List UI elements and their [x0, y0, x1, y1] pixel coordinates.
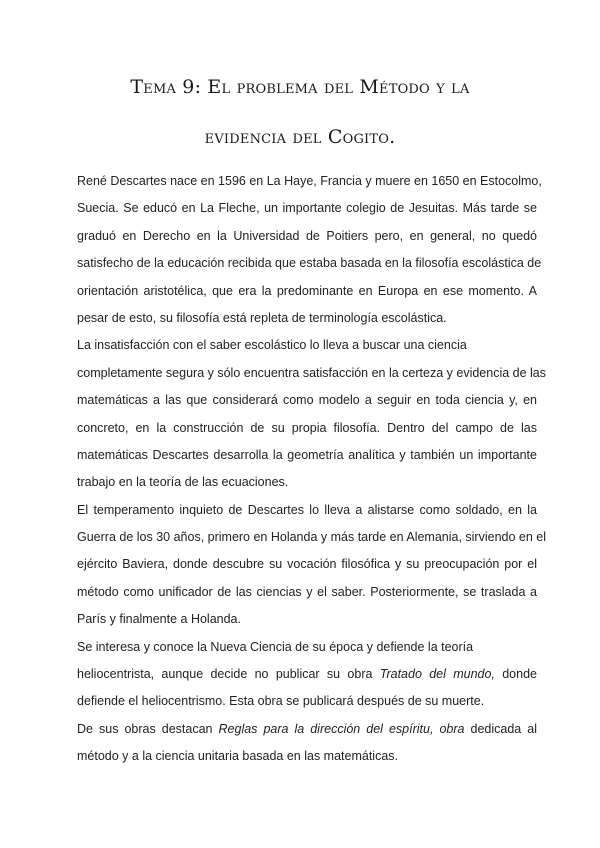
text-line: graduó en Derecho en la Universidad de Poitiers pero, en general, no quedó: [77, 228, 537, 243]
text-line: [77, 661, 537, 688]
paragraph-5: [77, 716, 537, 771]
text-line: El temperamento inquieto de Descartes lo lleva a alistarse como soldado, en la: [77, 502, 537, 517]
text-line: matemáticas Descartes desarrolla la geometría analítica y también un importante: [77, 447, 537, 462]
paragraph-2: [77, 332, 547, 496]
paragraph-3: [77, 497, 547, 634]
text-line: René Descartes nace en 1596 en La Haye, Francia y muere en 1650 en Estocolmo,: [77, 174, 542, 188]
text-segment: donde: [494, 667, 537, 682]
document-body: [77, 168, 547, 771]
text-line: método como unificador de las ciencias y el saber. Posteriormente, se traslada a: [77, 584, 537, 599]
page-title-line-2: evidencia del Cogito.: [204, 126, 396, 148]
text-line: orientación aristotélica, que era la predominante en Europa en ese momento. A: [77, 283, 537, 298]
text-segment: dedicada al: [464, 721, 537, 736]
text-line: Guerra de los 30 años, primero en Holanda y más tarde en Alemania, sirviendo en el: [77, 530, 547, 545]
text-line: pesar de esto, su filosofía está repleta de terminología escolástica.: [77, 310, 447, 325]
text-line: [77, 716, 537, 743]
text-line: trabajo en la teoría de las ecuaciones.: [77, 475, 289, 490]
book-title-tratado-del-mundo: Tratado del mundo,: [379, 667, 495, 682]
text-line: Suecia. Se educó en La Fleche, un importante colegio de Jesuitas. Más tarde se: [77, 201, 537, 216]
text-line: matemáticas a las que considerará como modelo a seguir en toda ciencia y, en: [77, 393, 537, 408]
text-line: método y a la ciencia unitaria basada en las matemáticas.: [77, 749, 399, 764]
paragraph-4: [77, 634, 537, 716]
text-line: completamente segura y sólo encuentra satisfacción en la certeza y evidencia de las: [77, 365, 547, 380]
paragraph-1: [77, 168, 542, 332]
text-line: defiende el heliocentrismo. Esta obra se publicará después de su muerte.: [77, 694, 485, 709]
page-title-line-1: Tema 9: El problema del Método y la: [130, 76, 470, 98]
text-line: Se interesa y conoce la Nueva Ciencia de su época y defiende la teoría: [77, 639, 474, 654]
text-line: ejército Baviera, donde descubre su vocación filosófica y su preocupación por el: [77, 557, 537, 572]
text-line: satisfecho de la educación recibida que estaba basada en la filosofía escolástica de: [77, 256, 542, 271]
text-line: concreto, en la construcción de su propia filosofía. Dentro del campo de las: [77, 420, 537, 435]
text-segment: heliocentrista, aunque decide no publicar su obra: [77, 667, 380, 682]
book-title-reglas: Reglas para la dirección del espíritu, obra: [218, 721, 465, 736]
text-segment: De sus obras destacan: [77, 721, 219, 736]
text-line: La insatisfacción con el saber escolástico lo lleva a buscar una ciencia: [77, 338, 467, 353]
text-line: París y finalmente a Holanda.: [77, 612, 241, 627]
